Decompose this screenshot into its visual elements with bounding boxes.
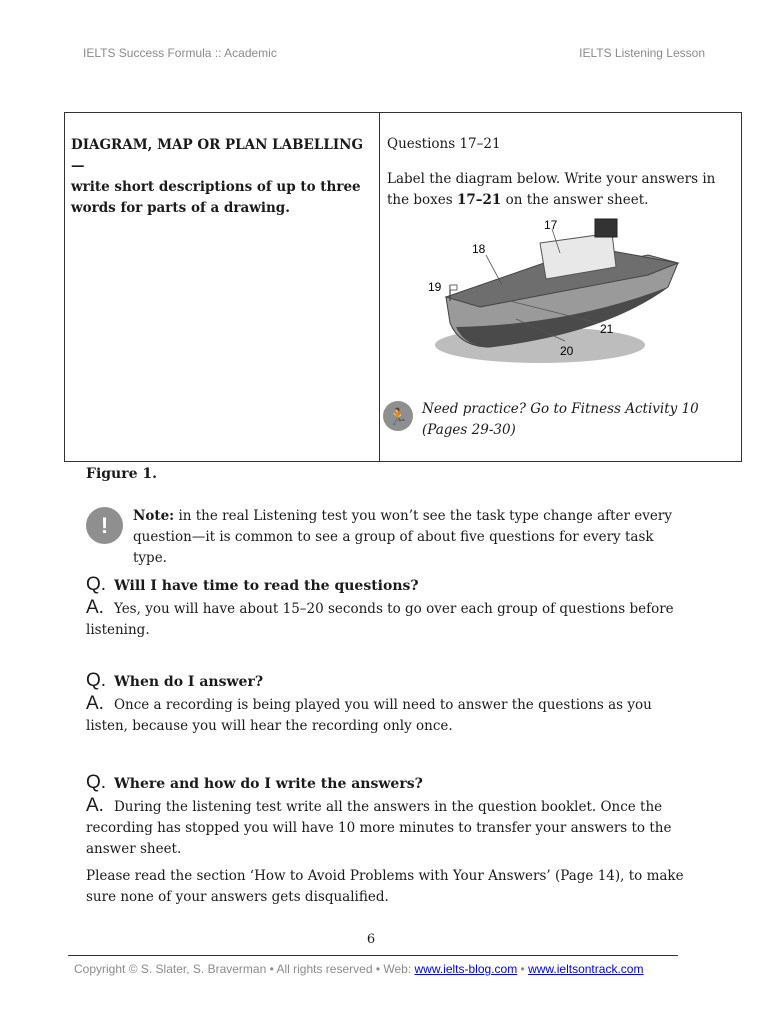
note-box [86,506,686,569]
note-body: in the real Listening test you won’t see the task type change after every question—it is common to see a group of about five questions for every task type. [133,508,672,566]
figure-caption: Figure 1. [86,466,157,482]
flag [450,285,457,290]
answer-text: During the listening test write all the answers in the question booklet. Once the recording has stopped you will have 10 more minutes to transfer your answers to the answer sheet. [86,799,672,857]
question-line [86,670,686,693]
instruction-bold: 17–21 [457,192,502,208]
task-type-cell [65,113,380,461]
diagram-label-21: 21 [600,322,614,336]
answer-line [86,795,686,860]
diagram-label-20: 20 [560,344,574,358]
practice-text [422,399,699,441]
ielts-blog-link[interactable]: www.ielts-blog.com [414,962,518,976]
diagram-label-18: 18 [472,242,486,256]
question-text: Where and how do I write the answers? [114,776,423,792]
diagram-label-19: 19 [428,280,442,294]
practice-line1: Need practice? Go to Fitness Activity 10 [422,401,699,417]
questions-range: Questions 17–21 [387,136,501,152]
qa-item [86,772,686,860]
task-type-table [64,112,742,462]
exclamation-icon: ! [86,507,123,544]
footer-divider [68,955,678,956]
answer-line [86,693,686,737]
a-letter: A. [86,597,104,618]
task-type-desc: write short descriptions of up to three words for parts of a drawing. [71,179,361,216]
a-letter: A. [86,795,104,816]
qa-item [86,670,686,737]
reference-paragraph: Please read the section ‘How to Avoid Problems with Your Answers’ (Page 14), to make sure none of your answers gets disqualified. [86,868,684,905]
instruction-pre: Label the diagram below. Write your answers in the boxes [387,171,716,208]
ship-funnel [595,219,617,237]
ship-diagram [420,215,680,365]
header-left: IELTS Success Formula :: Academic [83,46,277,60]
ieltsontrack-link[interactable]: www.ieltsontrack.com [528,962,644,976]
practice-callout [383,399,699,441]
question-text: When do I answer? [114,674,264,690]
a-letter: A. [86,693,104,714]
question-text: Will I have time to read the questions? [114,578,419,594]
footer [74,962,643,976]
question-line [86,574,686,597]
instruction-text [387,169,735,211]
note-label: Note: [133,508,175,524]
page-number: 6 [366,932,376,947]
answer-text: Yes, you will have about 15–20 seconds to go over each group of questions before listening. [86,601,674,638]
runner-icon: 🏃 [383,401,413,431]
diagram-label-17: 17 [544,218,558,232]
qa-item [86,574,686,641]
question-line [86,772,686,795]
q-letter: Q. [86,670,107,691]
answer-line [86,597,686,641]
instruction-post: on the answer sheet. [501,192,649,208]
q-letter: Q. [86,772,107,793]
footer-copyright: Copyright © S. Slater, S. Braverman • All rights reserved • Web: [74,962,415,976]
task-type-title: DIAGRAM, MAP OR PLAN LABELLING— [71,137,364,174]
q-letter: Q. [86,574,107,595]
answer-text: Once a recording is being played you will need to answer the questions as you listen, because you will hear the recording only once. [86,697,652,734]
task-type-description [71,135,373,219]
note-text [133,506,686,569]
header-right: IELTS Listening Lesson [579,46,705,60]
example-cell [380,113,741,461]
footer-separator: • [517,962,529,976]
practice-line2: (Pages 29-30) [422,422,516,438]
